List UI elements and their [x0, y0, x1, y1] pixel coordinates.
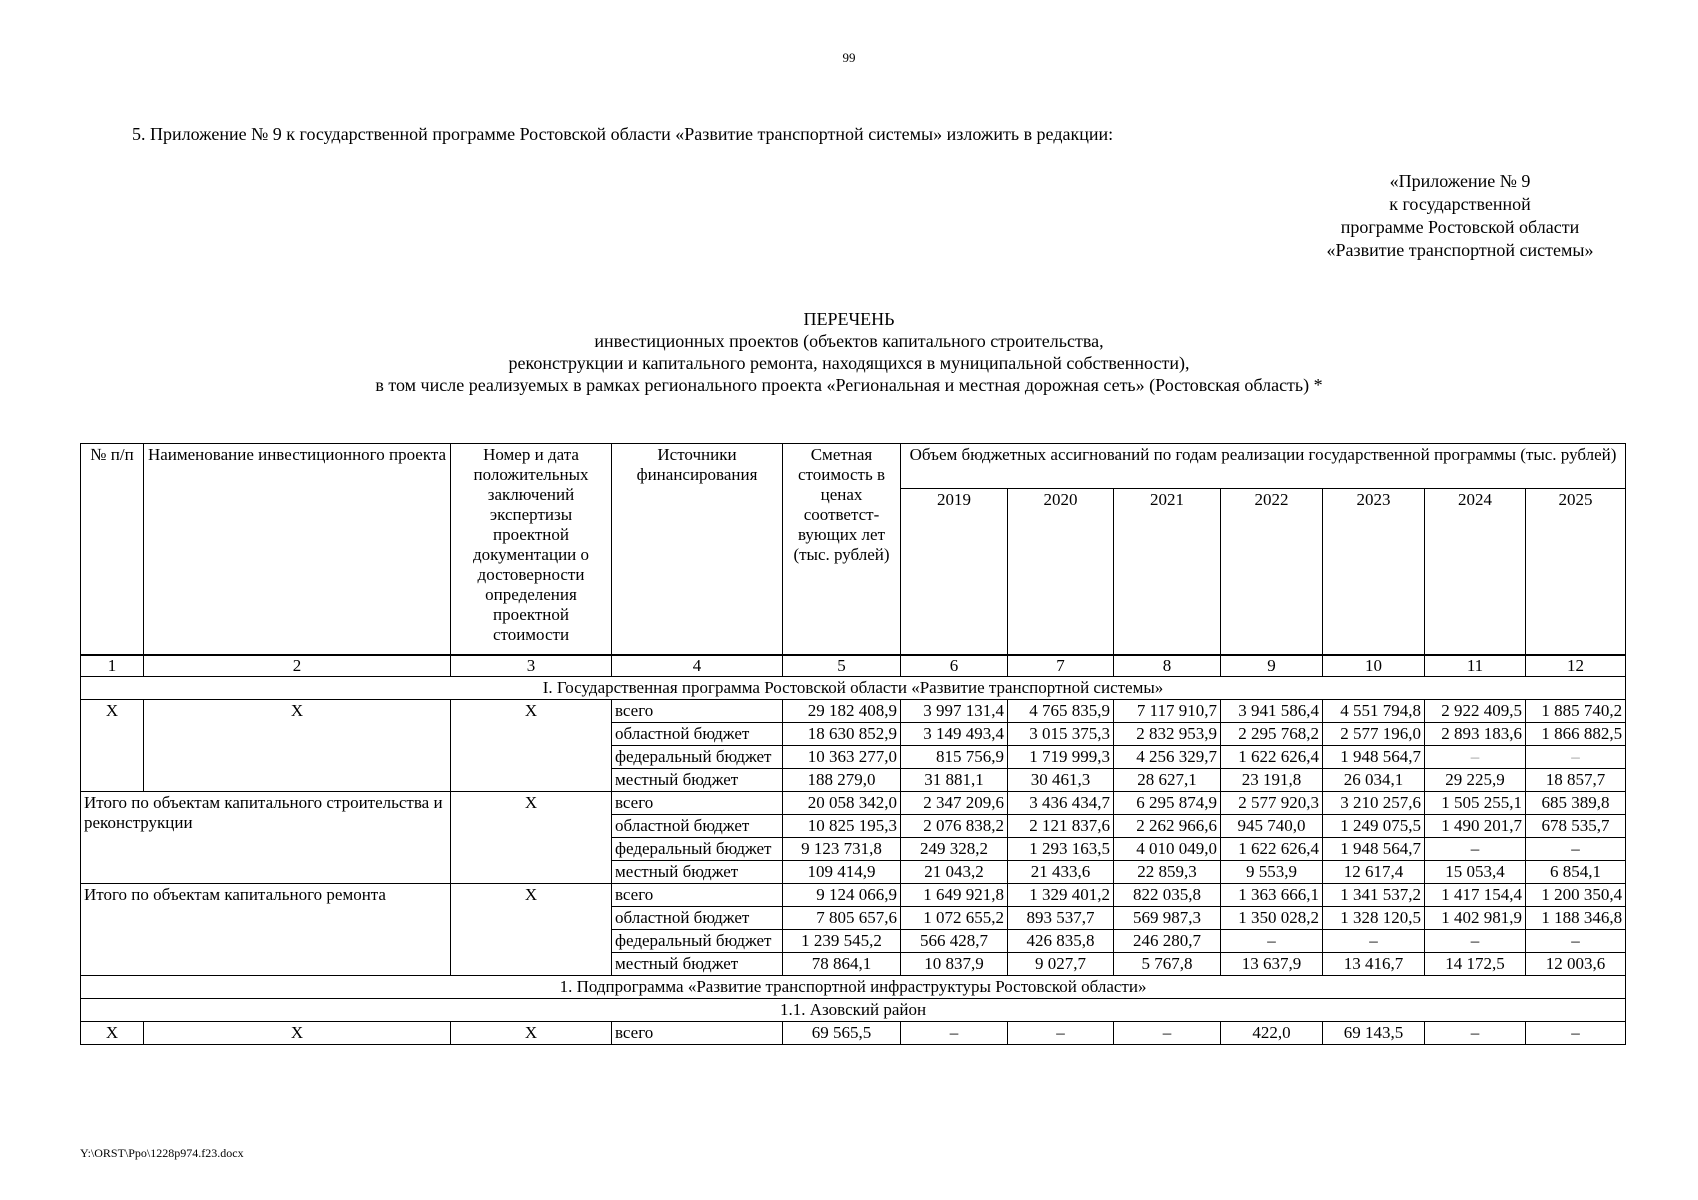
annex-line: «Приложение № 9: [1389, 171, 1531, 191]
section-row: [81, 677, 1626, 700]
year-value: 1 402 981,9: [1425, 907, 1526, 930]
year-value: 15 053,4: [1425, 861, 1526, 884]
year-value: 31 881,1: [901, 769, 1008, 792]
cost-value: 69 565,5: [783, 1022, 901, 1045]
column-number: 8: [1114, 655, 1221, 677]
column-number: 5: [783, 655, 901, 677]
year-value: 1 249 075,5: [1323, 815, 1425, 838]
year-value: –: [1526, 838, 1626, 861]
row-name: X: [144, 700, 451, 792]
header-sources: Источники финансирования: [612, 444, 783, 656]
row-expertise: X: [451, 884, 612, 976]
year-value: 1 363 666,1: [1221, 884, 1323, 907]
column-number: 7: [1008, 655, 1114, 677]
year-value: 3 015 375,3: [1008, 723, 1114, 746]
document-title: [0, 308, 1698, 396]
year-value: 1 490 201,7: [1425, 815, 1526, 838]
year-value: 1 948 564,7: [1323, 838, 1425, 861]
header-cost: Сметная стоимость в ценах соответст-вующих лет (тыс. рублей): [783, 444, 901, 656]
column-number: 2: [144, 655, 451, 677]
cost-value: 7 805 657,6: [783, 907, 901, 930]
year-value: 2 577 196,0: [1323, 723, 1425, 746]
year-value: 2 295 768,2: [1221, 723, 1323, 746]
year-value: 2 893 183,6: [1425, 723, 1526, 746]
title-line: реконструкции и капитального ремонта, находящихся в муниципальной собственности),: [508, 353, 1190, 373]
row-expertise: X: [451, 1022, 612, 1045]
year-value: –: [1323, 930, 1425, 953]
source-label: федеральный бюджет: [612, 930, 783, 953]
year-value: 6 854,1: [1526, 861, 1626, 884]
year-value: 566 428,7: [901, 930, 1008, 953]
annex-line: к государственной: [1389, 194, 1531, 214]
year-value: 1 417 154,4: [1425, 884, 1526, 907]
column-number: 1: [81, 655, 144, 677]
year-value: 1 885 740,2: [1526, 700, 1626, 723]
column-number: 11: [1425, 655, 1526, 677]
cost-value: 18 630 852,9: [783, 723, 901, 746]
section-district: 1.1. Азовский район: [81, 999, 1626, 1022]
year-value: 426 835,8: [1008, 930, 1114, 953]
year-value: 3 941 586,4: [1221, 700, 1323, 723]
cost-value: 109 414,9: [783, 861, 901, 884]
title-line: инвестиционных проектов (объектов капитального строительства,: [594, 331, 1104, 351]
row-name: X: [144, 1022, 451, 1045]
year-value: 678 535,7: [1526, 815, 1626, 838]
header-year: 2021: [1114, 489, 1221, 656]
section-row: [81, 976, 1626, 999]
year-value: 945 740,0: [1221, 815, 1323, 838]
year-value: 12 617,4: [1323, 861, 1425, 884]
header-name: Наименование инвестиционного проекта: [144, 444, 451, 656]
header-year: 2020: [1008, 489, 1114, 656]
year-value: 249 328,2: [901, 838, 1008, 861]
year-value: 23 191,8: [1221, 769, 1323, 792]
year-value: –: [1425, 746, 1526, 769]
section-row: [81, 999, 1626, 1022]
year-value: 21 433,6: [1008, 861, 1114, 884]
year-value: 4 010 049,0: [1114, 838, 1221, 861]
year-value: 1 948 564,7: [1323, 746, 1425, 769]
year-value: 13 637,9: [1221, 953, 1323, 976]
header-year: 2024: [1425, 489, 1526, 656]
file-path-footer: Y:\ORST\Ppo\1228p974.f23.docx: [80, 1146, 244, 1160]
column-number: 12: [1526, 655, 1626, 677]
year-value: 12 003,6: [1526, 953, 1626, 976]
year-value: –: [901, 1022, 1008, 1045]
year-value: –: [1425, 1022, 1526, 1045]
source-label: местный бюджет: [612, 953, 783, 976]
year-value: 3 149 493,4: [901, 723, 1008, 746]
row-name: Итого по объектам капитального строительства и реконструкции: [81, 792, 451, 884]
intro-text: 5. Приложение № 9 к государственной программе Ростовской области «Развитие транспортной системы» изложить в редакции:: [132, 124, 1114, 144]
year-value: 6 295 874,9: [1114, 792, 1221, 815]
year-value: –: [1008, 1022, 1114, 1045]
annex-heading: [1290, 170, 1630, 262]
source-label: местный бюджет: [612, 769, 783, 792]
column-numbers-row: [81, 655, 1626, 677]
section-subprogram: 1. Подпрограмма «Развитие транспортной инфраструктуры Ростовской области»: [81, 976, 1626, 999]
year-value: 10 837,9: [901, 953, 1008, 976]
title-line: ПЕРЕЧЕНЬ: [803, 309, 895, 329]
table-row: [81, 700, 1626, 723]
year-value: 9 553,9: [1221, 861, 1323, 884]
column-number: 10: [1323, 655, 1425, 677]
year-value: 1 719 999,3: [1008, 746, 1114, 769]
row-num: X: [81, 700, 144, 792]
cost-value: 1 239 545,2: [783, 930, 901, 953]
year-value: 569 987,3: [1114, 907, 1221, 930]
cost-value: 10 825 195,3: [783, 815, 901, 838]
year-value: 1 200 350,4: [1526, 884, 1626, 907]
year-value: 2 121 837,6: [1008, 815, 1114, 838]
year-value: 14 172,5: [1425, 953, 1526, 976]
title-line: в том числе реализуемых в рамках регионального проекта «Региональная и местная дорожная сеть» (Ростовская область) *: [375, 375, 1323, 395]
header-expertise: Номер и дата положительных заключений экспертизы проектной документации о достоверности определения проектной стоимости: [451, 444, 612, 656]
source-label: всего: [612, 700, 783, 723]
year-value: 5 767,8: [1114, 953, 1221, 976]
year-value: 18 857,7: [1526, 769, 1626, 792]
year-value: 3 997 131,4: [901, 700, 1008, 723]
year-value: –: [1526, 930, 1626, 953]
source-label: федеральный бюджет: [612, 746, 783, 769]
row-expertise: X: [451, 700, 612, 792]
year-value: 13 416,7: [1323, 953, 1425, 976]
year-value: 1 622 626,4: [1221, 746, 1323, 769]
header-num: № п/п: [81, 444, 144, 656]
year-value: 2 577 920,3: [1221, 792, 1323, 815]
year-value: –: [1221, 930, 1323, 953]
year-value: –: [1114, 1022, 1221, 1045]
year-value: 2 922 409,5: [1425, 700, 1526, 723]
source-label: федеральный бюджет: [612, 838, 783, 861]
year-value: 2 076 838,2: [901, 815, 1008, 838]
year-value: –: [1526, 1022, 1626, 1045]
year-value: 1 072 655,2: [901, 907, 1008, 930]
source-label: всего: [612, 792, 783, 815]
row-name: Итого по объектам капитального ремонта: [81, 884, 451, 976]
source-label: местный бюджет: [612, 861, 783, 884]
year-value: 1 329 401,2: [1008, 884, 1114, 907]
year-value: 1 293 163,5: [1008, 838, 1114, 861]
year-value: 3 436 434,7: [1008, 792, 1114, 815]
section-program: I. Государственная программа Ростовской области «Развитие транспортной системы»: [81, 677, 1626, 700]
year-value: 1 622 626,4: [1221, 838, 1323, 861]
year-value: 893 537,7: [1008, 907, 1114, 930]
year-value: 815 756,9: [901, 746, 1008, 769]
year-value: 1 649 921,8: [901, 884, 1008, 907]
header-year: 2025: [1526, 489, 1626, 656]
year-value: –: [1425, 930, 1526, 953]
header-year: 2019: [901, 489, 1008, 656]
cost-value: 20 058 342,0: [783, 792, 901, 815]
year-value: 26 034,1: [1323, 769, 1425, 792]
year-value: 685 389,8: [1526, 792, 1626, 815]
year-value: 1 350 028,2: [1221, 907, 1323, 930]
year-value: 422,0: [1221, 1022, 1323, 1045]
year-value: 2 347 209,6: [901, 792, 1008, 815]
header-year: 2022: [1221, 489, 1323, 656]
year-value: 28 627,1: [1114, 769, 1221, 792]
source-label: областной бюджет: [612, 815, 783, 838]
column-number: 6: [901, 655, 1008, 677]
year-value: 29 225,9: [1425, 769, 1526, 792]
year-value: 1 505 255,1: [1425, 792, 1526, 815]
year-value: 22 859,3: [1114, 861, 1221, 884]
row-num: X: [81, 1022, 144, 1045]
header-year: 2023: [1323, 489, 1425, 656]
year-value: 21 043,2: [901, 861, 1008, 884]
page-number: 99: [842, 50, 856, 65]
header-row: [81, 444, 1626, 489]
header-volume: Объем бюджетных ассигнований по годам реализации государственной программы (тыс. рублей): [901, 444, 1626, 489]
year-value: 1 341 537,2: [1323, 884, 1425, 907]
year-value: –: [1425, 838, 1526, 861]
year-value: 1 866 882,5: [1526, 723, 1626, 746]
source-label: областной бюджет: [612, 907, 783, 930]
year-value: 4 256 329,7: [1114, 746, 1221, 769]
table-row: [81, 884, 1626, 907]
year-value: –: [1526, 746, 1626, 769]
annex-line: программе Ростовской области: [1340, 217, 1580, 237]
year-value: 69 143,5: [1323, 1022, 1425, 1045]
cost-value: 10 363 277,0: [783, 746, 901, 769]
column-number: 3: [451, 655, 612, 677]
row-expertise: X: [451, 792, 612, 884]
cost-value: 9 123 731,8: [783, 838, 901, 861]
year-value: 3 210 257,6: [1323, 792, 1425, 815]
table-row: [81, 1022, 1626, 1045]
year-value: 246 280,7: [1114, 930, 1221, 953]
table-row: [81, 792, 1626, 815]
year-value: 7 117 910,7: [1114, 700, 1221, 723]
cost-value: 78 864,1: [783, 953, 901, 976]
year-value: 822 035,8: [1114, 884, 1221, 907]
year-value: 9 027,7: [1008, 953, 1114, 976]
source-label: всего: [612, 1022, 783, 1045]
year-value: 1 328 120,5: [1323, 907, 1425, 930]
cost-value: 188 279,0: [783, 769, 901, 792]
cost-value: 29 182 408,9: [783, 700, 901, 723]
column-number: 4: [612, 655, 783, 677]
year-value: 1 188 346,8: [1526, 907, 1626, 930]
source-label: областной бюджет: [612, 723, 783, 746]
year-value: 4 551 794,8: [1323, 700, 1425, 723]
cost-value: 9 124 066,9: [783, 884, 901, 907]
annex-line: «Развитие транспортной системы»: [1326, 240, 1594, 260]
source-label: всего: [612, 884, 783, 907]
year-value: 2 262 966,6: [1114, 815, 1221, 838]
column-number: 9: [1221, 655, 1323, 677]
investment-projects-table: [80, 443, 1626, 1045]
year-value: 2 832 953,9: [1114, 723, 1221, 746]
year-value: 30 461,3: [1008, 769, 1114, 792]
year-value: 4 765 835,9: [1008, 700, 1114, 723]
